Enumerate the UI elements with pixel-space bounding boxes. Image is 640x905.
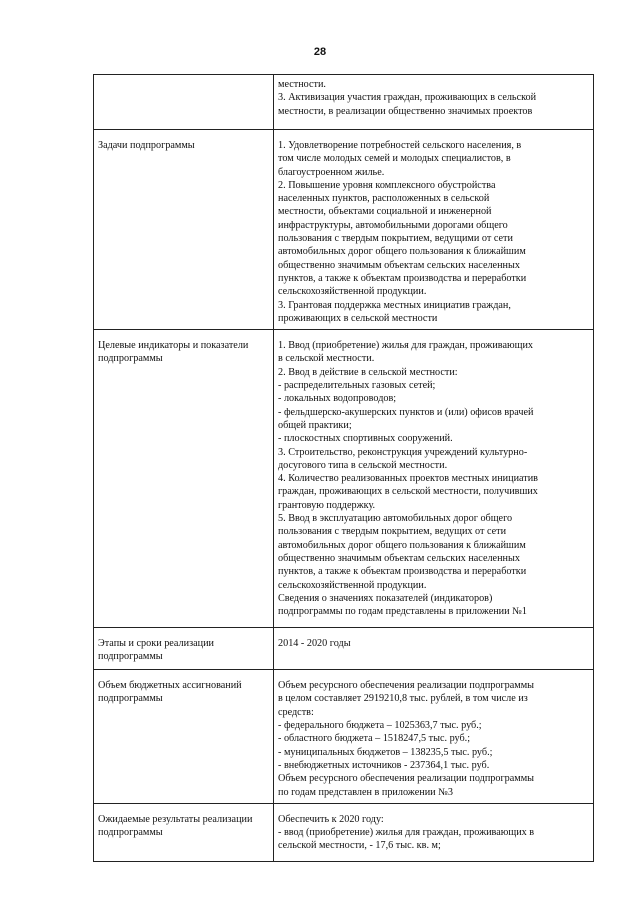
content-line: - федерального бюджета – 1025363,7 тыс. руб.; [278, 720, 482, 732]
row-label-cell [94, 130, 274, 330]
content-line: 3. Строительство, реконструкция учреждений культурно- [278, 446, 528, 458]
content-line: пользования с твердым покрытием, ведущими от сети [278, 233, 513, 245]
row-content-cell [274, 803, 594, 861]
content-line: местности. [278, 79, 326, 90]
content-line: сельскохозяйственной продукции. [278, 579, 427, 591]
content-line: инфраструктуры, автомобильными дорогами общего [278, 219, 508, 231]
content-line: сельскохозяйственной продукции. [278, 286, 427, 298]
table-row-results [94, 803, 594, 861]
row-label: Объем бюджетных ассигнований подпрограммы [98, 680, 245, 705]
content-line: подпрограммы по годам представлены в приложении №1 [278, 606, 527, 618]
content-line: населенных пунктов, расположенных в сельской [278, 193, 490, 205]
content-line: сельской местности, - 17,6 тыс. кв. м; [278, 840, 441, 852]
row-content-cell [274, 130, 594, 330]
content-line: проживающих в сельской местности [278, 312, 438, 324]
content-line: - распределительных газовых сетей; [278, 380, 436, 392]
content-line: пунктов, а также к объектам производства и переработки [278, 272, 527, 284]
content-line: пользования с твердым покрытием, ведущих от сети [278, 526, 507, 538]
content-line: 2. Повышение уровня комплексного обустройства [278, 179, 496, 191]
content-line: пунктов, а также к объектам производства и переработки [278, 566, 527, 578]
content-line: Объем ресурсного обеспечения реализации подпрограммы [278, 680, 535, 692]
page-number: 28 [313, 46, 327, 58]
row-label-cell [94, 628, 274, 670]
table-row-indicators [94, 330, 594, 628]
row-label: Этапы и сроки реализации подпрограммы [98, 638, 217, 663]
content-line: - локальных водопроводов; [278, 393, 397, 405]
content-line: в целом составляет 2919210,8 тыс. рублей, в том числе из [278, 693, 528, 705]
table-row-continued [94, 75, 594, 130]
content-line: - муниципальных бюджетов – 138235,5 тыс. руб.; [278, 746, 493, 758]
table-row-tasks [94, 130, 594, 330]
content-line: - областного бюджета – 1518247,5 тыс. руб.; [278, 733, 471, 745]
content-line: 1. Ввод (приобретение) жилья для граждан, проживающих [278, 340, 533, 352]
content-line: граждан, проживающих в сельской местности, получивших [278, 486, 538, 498]
content-line: 4. Количество реализованных проектов местных инициатив [278, 473, 538, 485]
content-line: том числе молодых семей и молодых специалистов, в [278, 153, 511, 165]
content-line: - ввод (приобретение) жилья для граждан, проживающих в [278, 827, 535, 839]
content-line: - внебюджетных источников - 237364,1 тыс. руб. [278, 759, 490, 771]
content-line: досугового типа в сельской местности. [278, 459, 448, 471]
row-content-cell [274, 628, 594, 670]
content-line: - фельдшерско-акушерских пунктов и (или) офисов врачей [278, 406, 534, 418]
row-label-cell [94, 75, 274, 130]
row-label-cell [94, 670, 274, 804]
row-label-cell [94, 330, 274, 628]
content-line: по годам представлен в приложении №3 [278, 786, 453, 798]
row-label-cell [94, 803, 274, 861]
row-content-cell [274, 670, 594, 804]
content-line: 3. Активизация участия граждан, проживающих в сельской [278, 92, 537, 104]
content-line: общественно значимым объектам сельских населенных [278, 552, 520, 564]
content-line: автомобильных дорог общего пользования к ближайшим [278, 539, 526, 551]
row-content-cell [274, 75, 594, 130]
content-line: 5. Ввод в эксплуатацию автомобильных дорог общего [278, 513, 513, 525]
content-line: средств: [278, 706, 314, 718]
row-label: Ожидаемые результаты реализации подпрограммы [98, 813, 255, 839]
content-line: 3. Грантовая поддержка местных инициатив граждан, [278, 299, 511, 311]
content-line: местности, объектами социальной и инженерной [278, 206, 492, 218]
content-line: Объем ресурсного обеспечения реализации подпрограммы [278, 773, 535, 785]
content-line: Сведения о значениях показателей (индикаторов) [278, 592, 493, 604]
content-line: в сельской местности. [278, 353, 375, 365]
content-line: 2014 - 2020 годы [278, 638, 351, 650]
row-label: Целевые индикаторы и показатели подпрограммы [98, 340, 251, 365]
row-content-cell [274, 330, 594, 628]
table-row-budget [94, 670, 594, 804]
content-line: общей практики; [278, 419, 352, 431]
content-line: Обеспечить к 2020 году: [278, 813, 384, 825]
content-line: 2. Ввод в действие в сельской местности: [278, 366, 458, 378]
content-line: общественно значимым объектам сельских населенных [278, 259, 520, 271]
table-row-stages [94, 628, 594, 670]
content-line: благоустроенном жилье. [278, 166, 385, 178]
content-line: 1. Удовлетворение потребностей сельского населения, в [278, 140, 522, 151]
content-line: - плоскостных спортивных сооружений. [278, 433, 453, 445]
subprogram-passport-table [93, 74, 594, 862]
content-line: автомобильных дорог общего пользования к ближайшим [278, 246, 526, 258]
content-line: грантовую поддержку. [278, 499, 376, 511]
content-line: местности, в реализации общественно значимых проектов [278, 105, 533, 117]
row-label: Задачи подпрограммы [98, 140, 195, 151]
